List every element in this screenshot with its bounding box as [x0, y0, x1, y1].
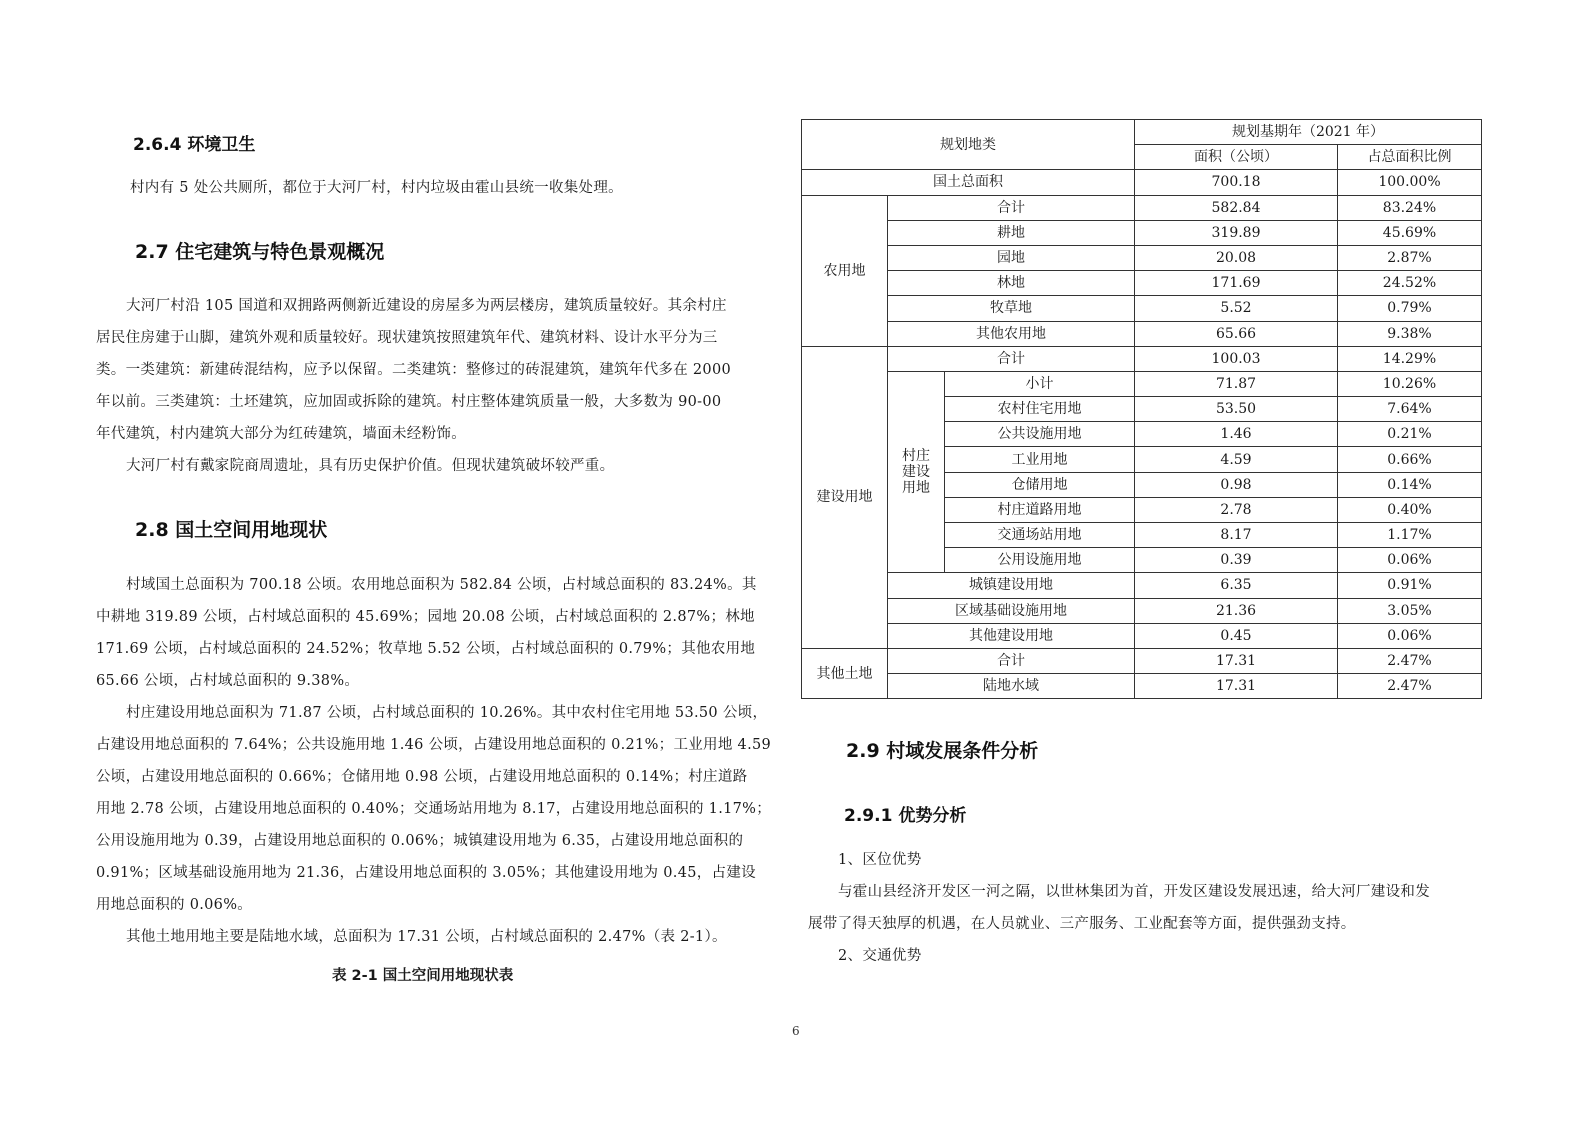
- land-use-table: [801, 119, 1482, 699]
- text-line: 用地总面积的 0.06%。: [96, 897, 253, 913]
- table-row: [802, 674, 1482, 699]
- row-label: 小计: [945, 371, 1135, 396]
- heading-2-9-1: 2.9.1 优势分析: [844, 806, 967, 826]
- row-label: 工业用地: [945, 447, 1135, 472]
- cell-ratio: 0.79%: [1338, 296, 1482, 321]
- text-line: 0.91%；区域基础设施用地为 21.36，占建设用地总面积的 3.05%；其他建设用地为 0.45，占建设: [96, 865, 756, 881]
- cell-ratio: 0.40%: [1338, 497, 1482, 522]
- cell-area: 2.78: [1135, 497, 1338, 522]
- cell-area: 582.84: [1135, 195, 1338, 220]
- cell-area: 5.52: [1135, 296, 1338, 321]
- row-label: 林地: [888, 271, 1135, 296]
- row-label: 公用设施用地: [945, 548, 1135, 573]
- row-label: 牧草地: [888, 296, 1135, 321]
- group-label-line: 村庄: [902, 448, 930, 465]
- heading-2-9: 2.9 村域发展条件分析: [846, 740, 1039, 762]
- row-label: 国土总面积: [802, 170, 1135, 195]
- header-category: 规划地类: [802, 120, 1135, 170]
- text-line: 其他土地用地主要是陆地水域，总面积为 17.31 公顷，占村域总面积的 2.47%（表 2-1）。: [126, 929, 727, 945]
- cell-ratio: 24.52%: [1338, 271, 1482, 296]
- cell-area: 0.45: [1135, 623, 1338, 648]
- table-row: [802, 346, 1482, 371]
- text-line: 65.66 公顷，占村域总面积的 9.38%。: [96, 673, 360, 689]
- cell-area: 17.31: [1135, 648, 1338, 673]
- row-label: 其他农用地: [888, 321, 1135, 346]
- row-label: 农村住宅用地: [945, 397, 1135, 422]
- text-line: 居民住房建于山脚，建筑外观和质量较好。现状建筑按照建筑年代、建筑材料、设计水平分为三: [96, 330, 718, 346]
- row-label: 耕地: [888, 220, 1135, 245]
- cell-area: 0.98: [1135, 472, 1338, 497]
- cell-area: 0.39: [1135, 548, 1338, 573]
- cell-ratio: 1.17%: [1338, 523, 1482, 548]
- table-row: [802, 220, 1482, 245]
- group-label-village: [888, 371, 945, 573]
- cell-area: 8.17: [1135, 523, 1338, 548]
- cell-ratio: 3.05%: [1338, 598, 1482, 623]
- table-row: [802, 648, 1482, 673]
- header-ratio: 占总面积比例: [1338, 145, 1482, 170]
- row-label: 其他建设用地: [888, 623, 1135, 648]
- paragraph-location-advantage: [808, 876, 1480, 940]
- text-line: 中耕地 319.89 公顷，占村域总面积的 45.69%；园地 20.08 公顷，占村域总面积的 2.87%；林地: [96, 609, 755, 625]
- table-row: [802, 623, 1482, 648]
- cell-ratio: 14.29%: [1338, 346, 1482, 371]
- text-line: 展带了得天独厚的机遇，在人员就业、三产服务、工业配套等方面，提供强劲支持。: [808, 916, 1356, 932]
- text-line: 年以前。三类建筑：土坯建筑，应加固或拆除的建筑。村庄整体建筑质量一般，大多数为 90-00: [96, 394, 722, 410]
- cell-ratio: 0.14%: [1338, 472, 1482, 497]
- text-line: 用地 2.78 公顷，占建设用地总面积的 0.40%；交通场站用地为 8.17，占建设用地总面积的 1.17%；: [96, 801, 772, 817]
- table-row: [802, 245, 1482, 270]
- row-label: 合计: [888, 195, 1135, 220]
- group-label-line: 用地: [902, 480, 930, 497]
- cell-ratio: 9.38%: [1338, 321, 1482, 346]
- cell-ratio: 0.21%: [1338, 422, 1482, 447]
- text-line: 大河厂村沿 105 国道和双拥路两侧新近建设的房屋多为两层楼房，建筑质量较好。其余村庄: [126, 298, 727, 314]
- row-label: 园地: [888, 245, 1135, 270]
- cell-area: 71.87: [1135, 371, 1338, 396]
- group-label-agri: 农用地: [802, 195, 888, 346]
- heading-2-6-4: 2.6.4 环境卫生: [133, 135, 256, 155]
- text-line: 171.69 公顷，占村域总面积的 24.52%；牧草地 5.52 公顷，占村域总面积的 0.79%；其他农用地: [96, 641, 756, 657]
- row-label: 区域基础设施用地: [888, 598, 1135, 623]
- cell-ratio: 0.06%: [1338, 548, 1482, 573]
- text-line: 公用设施用地为 0.39，占建设用地总面积的 0.06%；城镇建设用地为 6.35，占建设用地总面积的: [96, 833, 744, 849]
- group-label-build: 建设用地: [802, 346, 888, 648]
- cell-area: 100.03: [1135, 346, 1338, 371]
- row-label: 村庄道路用地: [945, 497, 1135, 522]
- cell-ratio: 45.69%: [1338, 220, 1482, 245]
- row-label: 仓储用地: [945, 472, 1135, 497]
- table-caption: 表 2-1 国土空间用地现状表: [332, 968, 514, 984]
- header-base-year: 规划基期年（2021 年）: [1135, 120, 1482, 145]
- text-line: 公顷，占建设用地总面积的 0.66%；仓储用地 0.98 公顷，占建设用地总面积的 0.14%；村庄道路: [96, 769, 748, 785]
- table-row: [802, 598, 1482, 623]
- row-label: 城镇建设用地: [888, 573, 1135, 598]
- row-label: 合计: [888, 346, 1135, 371]
- table-row: [802, 573, 1482, 598]
- cell-ratio: 2.47%: [1338, 674, 1482, 699]
- group-label-other: 其他土地: [802, 648, 888, 698]
- section-2-8-body: [96, 569, 772, 953]
- list-item-traffic-advantage: 2、交通优势: [838, 948, 922, 964]
- row-label: 交通场站用地: [945, 523, 1135, 548]
- list-item-location-advantage: 1、区位优势: [838, 852, 922, 868]
- row-label: 合计: [888, 648, 1135, 673]
- table-row: [802, 321, 1482, 346]
- heading-2-7: 2.7 住宅建筑与特色景观概况: [135, 241, 385, 263]
- cell-area: 700.18: [1135, 170, 1338, 195]
- cell-ratio: 83.24%: [1338, 195, 1482, 220]
- table-row: [802, 371, 1482, 396]
- text-line: 类。一类建筑：新建砖混结构，应予以保留。二类建筑：整修过的砖混建筑，建筑年代多在 2000: [96, 362, 732, 378]
- cell-area: 21.36: [1135, 598, 1338, 623]
- cell-area: 6.35: [1135, 573, 1338, 598]
- table-header-row: [802, 120, 1482, 145]
- cell-ratio: 100.00%: [1338, 170, 1482, 195]
- text-line: 村域国土总面积为 700.18 公顷。农用地总面积为 582.84 公顷，占村域总面积的 83.24%。其: [126, 577, 757, 593]
- table-row: [802, 296, 1482, 321]
- cell-area: 20.08: [1135, 245, 1338, 270]
- text-line: 占建设用地总面积的 7.64%；公共设施用地 1.46 公顷，占建设用地总面积的 0.21%；工业用地 4.59: [96, 737, 772, 753]
- table-row: [802, 271, 1482, 296]
- page-number: 6: [792, 1024, 800, 1038]
- cell-ratio: 10.26%: [1338, 371, 1482, 396]
- cell-ratio: 2.87%: [1338, 245, 1482, 270]
- table-row: [802, 195, 1482, 220]
- row-label: 公共设施用地: [945, 422, 1135, 447]
- text-line: 村庄建设用地总面积为 71.87 公顷，占村域总面积的 10.26%。其中农村住宅用地 53.50 公顷，: [126, 705, 768, 721]
- cell-area: 171.69: [1135, 271, 1338, 296]
- cell-area: 53.50: [1135, 397, 1338, 422]
- heading-2-8: 2.8 国土空间用地现状: [135, 519, 328, 541]
- group-label-line: 建设: [902, 464, 930, 481]
- text-line: 年代建筑，村内建筑大部分为红砖建筑，墙面未经粉饰。: [96, 426, 466, 442]
- cell-area: 319.89: [1135, 220, 1338, 245]
- cell-ratio: 0.66%: [1338, 447, 1482, 472]
- cell-area: 17.31: [1135, 674, 1338, 699]
- cell-ratio: 0.06%: [1338, 623, 1482, 648]
- cell-ratio: 7.64%: [1338, 397, 1482, 422]
- cell-area: 65.66: [1135, 321, 1338, 346]
- text-line: 与霍山县经济开发区一河之隔，以世林集团为首，开发区建设发展迅速，给大河厂建设和发: [838, 884, 1430, 900]
- cell-area: 1.46: [1135, 422, 1338, 447]
- cell-area: 4.59: [1135, 447, 1338, 472]
- text-line: 大河厂村有戴家院商周遗址，具有历史保护价值。但现状建筑破坏较严重。: [126, 458, 615, 474]
- row-label: 陆地水域: [888, 674, 1135, 699]
- paragraph-sanitation: 村内有 5 处公共厕所，都位于大河厂村，村内垃圾由霍山县统一收集处理。: [130, 180, 623, 196]
- table-row: [802, 170, 1482, 195]
- section-2-7-body: [96, 290, 762, 482]
- cell-ratio: 0.91%: [1338, 573, 1482, 598]
- cell-ratio: 2.47%: [1338, 648, 1482, 673]
- header-area: 面积（公顷）: [1135, 145, 1338, 170]
